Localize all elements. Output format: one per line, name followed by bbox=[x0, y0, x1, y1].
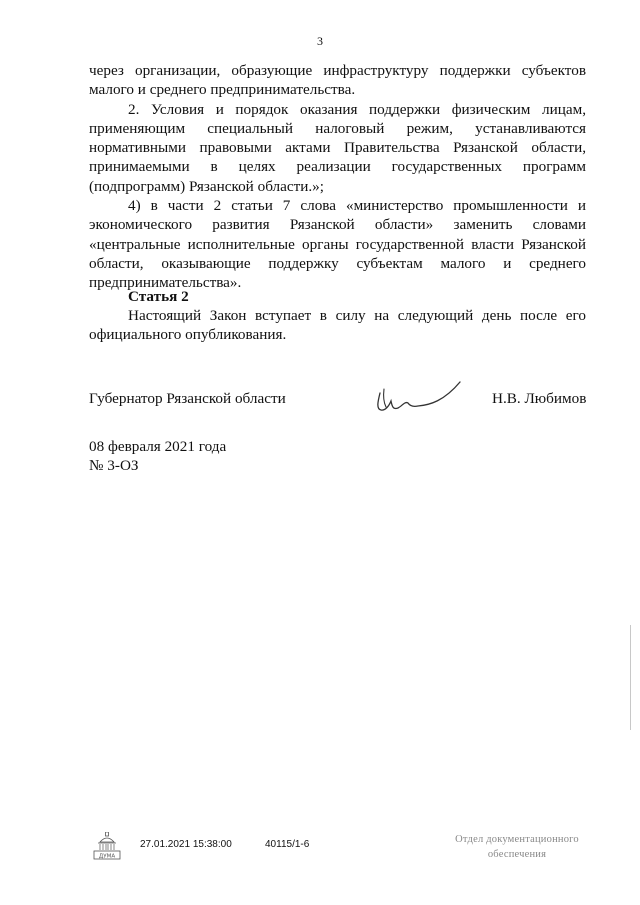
paragraph-item-4: 4) в части 2 статьи 7 слова «министерство промышленности и экономического развития Рязанской области» заменить словами «центральные исполнительные органы государственной власти Рязанской области, оказывающие поддержку субъектам малого и среднего предпринимательства». bbox=[89, 197, 586, 292]
adoption-block bbox=[89, 437, 226, 475]
duma-building-stamp-icon bbox=[92, 832, 122, 860]
footer-document-id: 40115/1-6 bbox=[265, 839, 310, 850]
paragraph-item-2: 2. Условия и порядок оказания поддержки физическим лицам, применяющим специальный налоговый режим, устанавливаются нормативными правовыми актами Правительства Рязанской области, принимаемыми в целях реализации государственных программ (подпрограмм) Рязанской области.»; bbox=[89, 100, 586, 195]
article2-body bbox=[89, 306, 586, 345]
department-stamp-line2: обеспечения bbox=[487, 849, 547, 860]
article1-continuation bbox=[89, 61, 586, 293]
law-number: № 3-ОЗ bbox=[89, 457, 139, 474]
governor-title: Губернатор Рязанской области bbox=[89, 390, 286, 407]
adoption-date: 08 февраля 2021 года bbox=[89, 438, 227, 455]
page-number: 3 bbox=[317, 34, 323, 48]
article2-text: Настоящий Закон вступает в силу на следующий день после его официального опубликования. bbox=[89, 307, 586, 344]
article2-heading: Статья 2 bbox=[128, 288, 189, 305]
handwritten-signature-icon bbox=[372, 379, 467, 419]
department-stamp-line1: Отдел документационного bbox=[455, 834, 579, 845]
svg-text:ДУМА: ДУМА bbox=[98, 853, 116, 860]
footer-datetime: 27.01.2021 15:38:00 bbox=[140, 839, 232, 850]
paragraph-continuation: через организации, образующие инфраструктуру поддержки субъектов малого и среднего предпринимательства. bbox=[89, 62, 586, 99]
governor-name: Н.В. Любимов bbox=[492, 390, 587, 407]
scan-edge-line bbox=[630, 625, 631, 730]
